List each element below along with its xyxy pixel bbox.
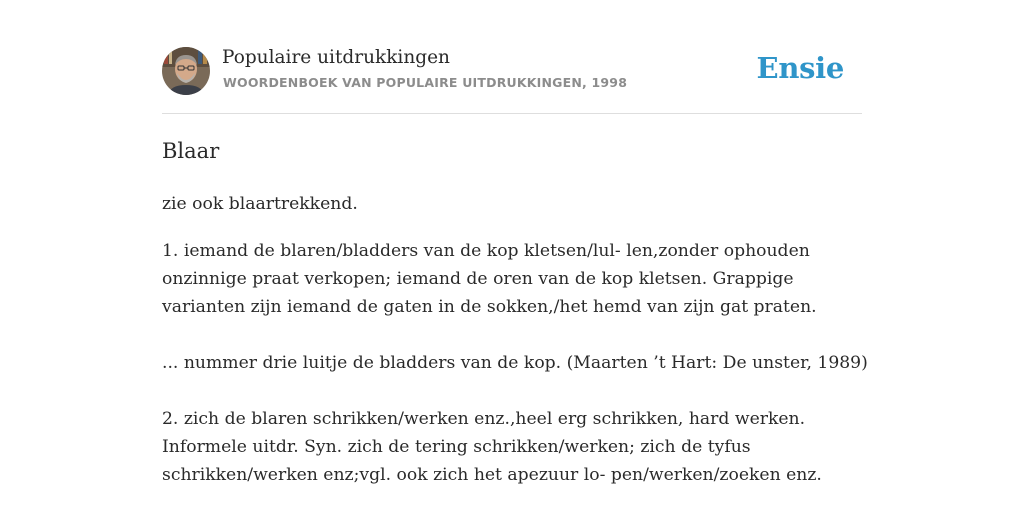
definition-paragraph bbox=[162, 237, 862, 321]
avatar[interactable] bbox=[162, 47, 210, 95]
definition-line: varianten zijn iemand de gaten in de sokken,/het hemd van zijn gat praten. bbox=[162, 297, 817, 317]
ensie-logo-link[interactable]: Ensie bbox=[756, 51, 844, 85]
quotation-paragraph bbox=[162, 349, 868, 377]
source-title[interactable]: Populaire uitdrukkingen bbox=[222, 47, 450, 68]
definition-paragraph bbox=[162, 405, 862, 489]
definition-line: 2. zich de blaren schrikken/werken enz.,heel erg schrikken, hard werken. bbox=[162, 409, 806, 429]
header-divider bbox=[162, 113, 862, 114]
definition-line: schrikken/werken enz;vgl. ook zich het apezuur lo- pen/werken/zoeken enz. bbox=[162, 465, 822, 485]
source-header bbox=[162, 46, 862, 96]
author-portrait-icon bbox=[162, 47, 210, 95]
source-subtitle: WOORDENBOEK VAN POPULAIRE UITDRUKKINGEN, 1998 bbox=[223, 75, 628, 90]
definition-paragraph bbox=[162, 190, 862, 218]
definition-line: Informele uitdr. Syn. zich de tering schrikken/werken; zich de tyfus bbox=[162, 437, 751, 457]
definition-line: 1. iemand de blaren/bladders van de kop kletsen/lul- len,zonder ophouden bbox=[162, 241, 810, 261]
quotation-line: ... nummer drie luitje de bladders van de kop. (Maarten ’t Hart: De unster, 1989) bbox=[162, 353, 868, 373]
definition-line: zie ook blaartrekkend. bbox=[162, 194, 358, 214]
entry-headword: Blaar bbox=[162, 139, 220, 163]
definition-line: onzinnige praat verkopen; iemand de oren van de kop kletsen. Grappige bbox=[162, 269, 794, 289]
